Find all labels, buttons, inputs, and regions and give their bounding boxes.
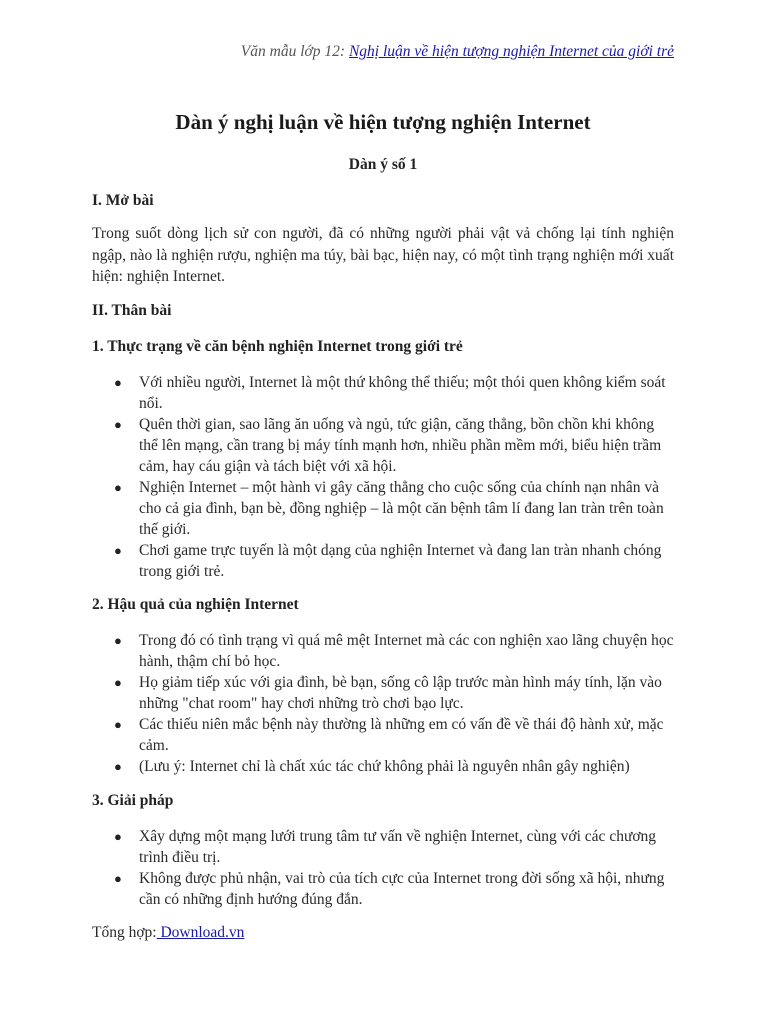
hau-qua-list — [92, 630, 674, 777]
list-item — [92, 372, 674, 414]
page-header — [241, 43, 674, 61]
list-item-text: (Lưu ý: Internet chỉ là chất xúc tác chứ không phải là nguyên nhân gây nghiện) — [139, 758, 630, 775]
bullet-icon: ● — [114, 871, 122, 886]
outline-subtitle: Dàn ý số 1 — [348, 156, 418, 173]
bullet-icon: ● — [114, 717, 122, 732]
list-item — [92, 672, 674, 714]
mo-bai-paragraph: Trong suốt dòng lịch sử con người, đã có những người phải vật vả chống lại tính nghiện ngập, nào là nghiện rượu, nghiện ma túy, bài bạc, hiện nay, có một tình trạng nghiện mới xuất hiện: nghiện Internet. — [92, 225, 674, 285]
list-item — [92, 714, 674, 756]
giai-phap-list — [92, 826, 674, 910]
bullet-icon: ● — [114, 375, 122, 390]
thuc-trang-list — [92, 372, 674, 582]
bullet-icon: ● — [114, 675, 122, 690]
list-item — [92, 414, 674, 477]
list-item-text: Các thiếu niên mắc bệnh này thường là những em có vấn đề về thái độ hành xử, mặc cảm. — [139, 716, 664, 754]
bullet-icon: ● — [114, 480, 122, 495]
header-article-link[interactable]: Nghị luận về hiện tượng nghiện Internet của giới trẻ — [348, 43, 674, 60]
source-footer — [92, 924, 244, 942]
list-item-text: Xây dựng một mạng lưới trung tâm tư vấn về nghiện Internet, cùng với các chương trình điều trị. — [139, 828, 657, 866]
section-heading-hau-qua: 2. Hậu quả của nghiện Internet — [92, 596, 299, 613]
list-item — [92, 630, 674, 672]
bullet-icon: ● — [114, 759, 122, 774]
section-heading-thuc-trang: 1. Thực trạng về căn bệnh nghiện Internet trong giới trẻ — [92, 338, 463, 355]
source-link[interactable]: Download.vn — [156, 924, 245, 941]
list-item-text: Không được phủ nhận, vai trò của tích cực của Internet trong đời sống xã hội, nhưng cần có những định hướng đúng đắn. — [139, 870, 665, 908]
header-prefix: Văn mẫu lớp 12: — [240, 43, 349, 60]
footer-prefix: Tổng hợp: — [92, 924, 157, 941]
list-item-text: Nghiện Internet – một hành vi gây căng thẳng cho cuộc sống của chính nạn nhân và cho cả gia đình, bạn bè, đồng nghiệp – là một căn bệnh tâm lí đang lan tràn trên toàn thế giới. — [139, 479, 664, 538]
bullet-icon: ● — [114, 543, 122, 558]
list-item — [92, 756, 674, 777]
bullet-icon: ● — [114, 417, 122, 432]
section-heading-giai-phap: 3. Giải pháp — [92, 792, 174, 809]
bullet-icon: ● — [114, 633, 122, 648]
list-item-text: Quên thời gian, sao lãng ăn uống và ngủ, tức giận, căng thẳng, bồn chồn khi không thể lên mạng, cần trang bị máy tính mạnh hơn, nhiều phần mềm mới, biểu hiện trầm cảm, hay cáu giận và tách biệt với xã hội. — [139, 416, 662, 475]
list-item — [92, 826, 674, 868]
list-item-text: Trong đó có tình trạng vì quá mê mệt Internet mà các con nghiện xao lãng chuyện học hành, thậm chí bỏ học. — [139, 632, 674, 670]
list-item — [92, 477, 674, 540]
list-item — [92, 540, 674, 582]
list-item-text: Họ giảm tiếp xúc với gia đình, bè bạn, sống cô lập trước màn hình máy tính, lặn vào những "chat room" hay chơi những trò chơi bạo lực. — [139, 674, 662, 712]
list-item-text: Chơi game trực tuyến là một dạng của nghiện Internet và đang lan tràn nhanh chóng trong giới trẻ. — [139, 542, 662, 580]
list-item — [92, 868, 674, 910]
section-heading-than-bai: II. Thân bài — [92, 302, 172, 319]
document-title: Dàn ý nghị luận về hiện tượng nghiện Internet — [175, 110, 591, 134]
list-item-text: Với nhiều người, Internet là một thứ không thể thiếu; một thói quen không kiểm soát nổi. — [139, 374, 666, 412]
bullet-icon: ● — [114, 829, 122, 844]
section-heading-mo-bai: I. Mở bài — [92, 192, 154, 209]
